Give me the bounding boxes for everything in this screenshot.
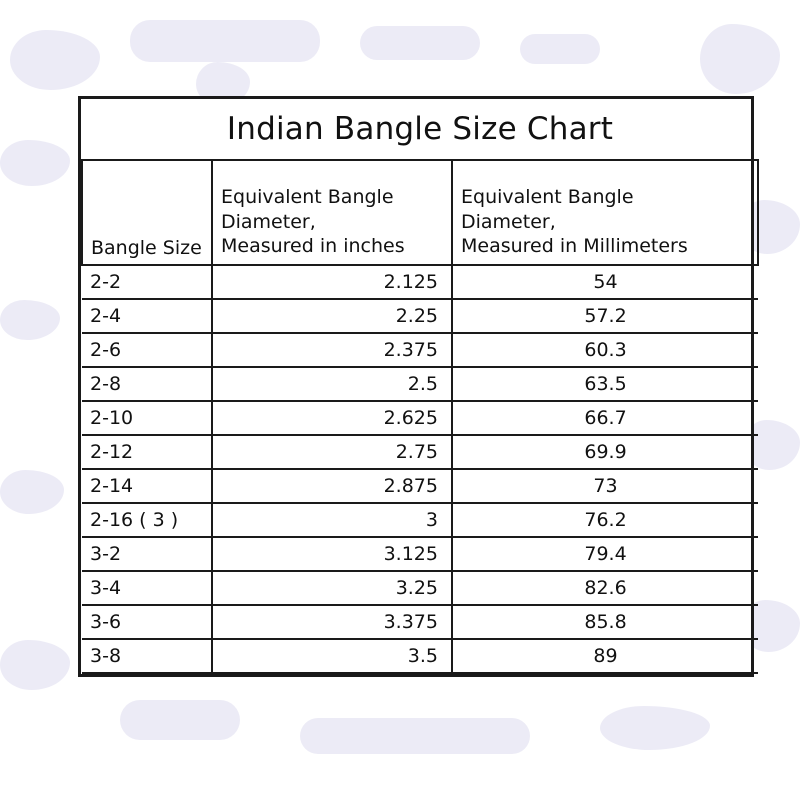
background-smudge xyxy=(600,706,710,750)
table-header-row xyxy=(82,160,758,265)
background-smudge xyxy=(520,34,600,64)
column-header-mm-line1: Equivalent Bangle xyxy=(461,185,634,208)
cell-bangle-size: 2-8 xyxy=(82,367,212,401)
cell-diameter-millimeters: 85.8 xyxy=(452,605,758,639)
background-smudge xyxy=(120,700,240,740)
cell-diameter-inches: 3.25 xyxy=(212,571,452,605)
column-header-size: Bangle Size xyxy=(82,160,212,265)
table-row xyxy=(82,537,758,571)
table-row xyxy=(82,571,758,605)
table-row xyxy=(82,605,758,639)
cell-bangle-size: 2-6 xyxy=(82,333,212,367)
cell-diameter-millimeters: 76.2 xyxy=(452,503,758,537)
background-smudge xyxy=(10,30,100,90)
background-smudge xyxy=(360,26,480,60)
cell-diameter-millimeters: 89 xyxy=(452,639,758,673)
bangle-size-table xyxy=(81,99,759,674)
column-header-millimeters xyxy=(452,160,758,265)
cell-diameter-inches: 3 xyxy=(212,503,452,537)
cell-bangle-size: 2-12 xyxy=(82,435,212,469)
cell-diameter-inches: 2.875 xyxy=(212,469,452,503)
background-smudge xyxy=(0,470,64,514)
background-smudge xyxy=(700,24,780,94)
table-row xyxy=(82,299,758,333)
cell-diameter-inches: 2.5 xyxy=(212,367,452,401)
table-title-row xyxy=(82,99,758,160)
cell-diameter-millimeters: 57.2 xyxy=(452,299,758,333)
cell-diameter-inches: 3.375 xyxy=(212,605,452,639)
size-chart-sheet xyxy=(78,96,754,677)
column-header-inches-line1: Equivalent Bangle xyxy=(221,185,394,208)
cell-diameter-inches: 3.5 xyxy=(212,639,452,673)
background-smudge xyxy=(300,718,530,754)
cell-diameter-inches: 3.125 xyxy=(212,537,452,571)
cell-bangle-size: 3-8 xyxy=(82,639,212,673)
cell-bangle-size: 2-16 ( 3 ) xyxy=(82,503,212,537)
background-smudge xyxy=(0,640,70,690)
table-row xyxy=(82,435,758,469)
cell-diameter-millimeters: 63.5 xyxy=(452,367,758,401)
cell-diameter-inches: 2.625 xyxy=(212,401,452,435)
cell-bangle-size: 2-2 xyxy=(82,265,212,299)
cell-bangle-size: 2-10 xyxy=(82,401,212,435)
table-row xyxy=(82,639,758,673)
column-header-mm-line3: Measured in Millimeters xyxy=(461,235,688,258)
column-header-inches-line3: Measured in inches xyxy=(221,235,405,258)
column-header-mm-line2: Diameter, xyxy=(461,210,556,233)
column-header-inches-line2: Diameter, xyxy=(221,210,316,233)
table-row xyxy=(82,401,758,435)
cell-diameter-inches: 2.375 xyxy=(212,333,452,367)
column-header-inches xyxy=(212,160,452,265)
table-row xyxy=(82,503,758,537)
cell-bangle-size: 2-4 xyxy=(82,299,212,333)
cell-bangle-size: 3-2 xyxy=(82,537,212,571)
cell-diameter-millimeters: 73 xyxy=(452,469,758,503)
table-row xyxy=(82,333,758,367)
cell-diameter-millimeters: 66.7 xyxy=(452,401,758,435)
page-title: Indian Bangle Size Chart xyxy=(82,99,758,160)
background-smudge xyxy=(0,300,60,340)
cell-bangle-size: 3-4 xyxy=(82,571,212,605)
cell-diameter-inches: 2.25 xyxy=(212,299,452,333)
table-row xyxy=(82,469,758,503)
cell-diameter-inches: 2.125 xyxy=(212,265,452,299)
background-smudge xyxy=(0,140,70,186)
cell-diameter-millimeters: 82.6 xyxy=(452,571,758,605)
cell-diameter-millimeters: 54 xyxy=(452,265,758,299)
background-smudge xyxy=(130,20,320,62)
table-row xyxy=(82,265,758,299)
cell-diameter-inches: 2.75 xyxy=(212,435,452,469)
cell-diameter-millimeters: 60.3 xyxy=(452,333,758,367)
table-row xyxy=(82,367,758,401)
cell-bangle-size: 2-14 xyxy=(82,469,212,503)
cell-bangle-size: 3-6 xyxy=(82,605,212,639)
cell-diameter-millimeters: 69.9 xyxy=(452,435,758,469)
cell-diameter-millimeters: 79.4 xyxy=(452,537,758,571)
